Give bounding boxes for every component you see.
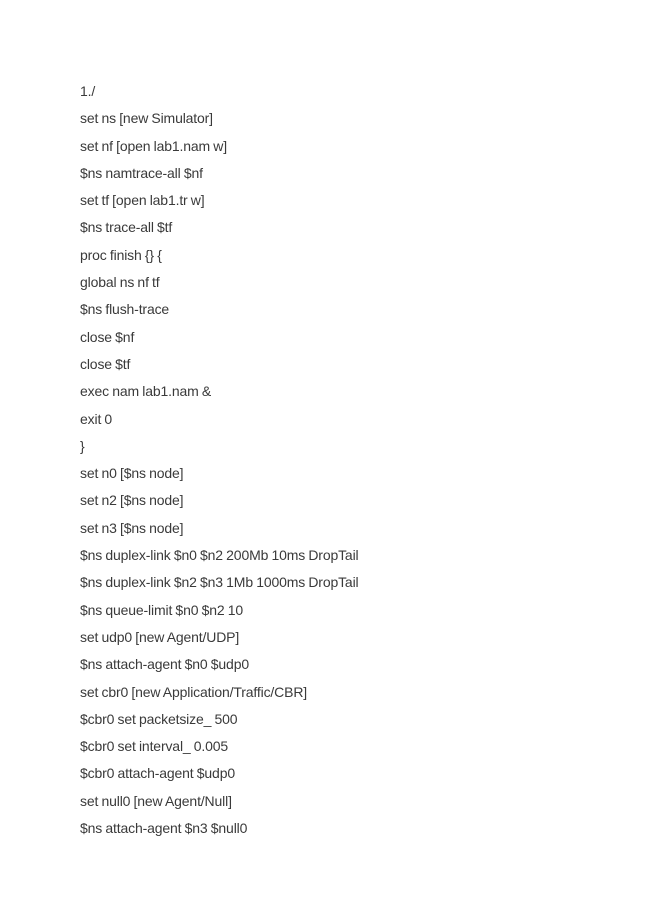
code-line: set cbr0 [new Application/Traffic/CBR]: [80, 683, 308, 700]
code-line: $ns namtrace-all $nf: [80, 164, 203, 181]
code-line: proc finish {} {: [80, 246, 162, 263]
code-line: set n3 [$ns node]: [80, 519, 184, 536]
code-line: $ns queue-limit $n0 $n2 10: [80, 601, 243, 618]
code-line: set tf [open lab1.tr w]: [80, 192, 205, 209]
code-line: exec nam lab1.nam &: [80, 383, 212, 400]
code-line: $ns duplex-link $n0 $n2 200Mb 10ms DropTail: [80, 547, 359, 564]
code-line: 1./: [80, 83, 96, 99]
code-line: set nf [open lab1.nam w]: [80, 137, 227, 154]
code-line: set null0 [new Agent/Null]: [80, 792, 232, 809]
code-line: global ns nf tf: [80, 274, 160, 291]
code-line: $ns duplex-link $n2 $n3 1Mb 1000ms DropTail: [80, 574, 359, 591]
code-line: }: [80, 437, 85, 454]
code-line: close $nf: [80, 328, 135, 345]
code-line: $cbr0 set interval_ 0.005: [80, 738, 229, 755]
code-line: $ns attach-agent $n3 $null0: [80, 820, 248, 837]
code-line: $ns attach-agent $n0 $udp0: [80, 656, 249, 673]
code-line: set udp0 [new Agent/UDP]: [80, 628, 240, 645]
code-line: $ns trace-all $tf: [80, 219, 173, 236]
code-block: [80, 78, 610, 842]
code-line: set n0 [$ns node]: [80, 465, 184, 482]
code-line: set n2 [$ns node]: [80, 492, 184, 509]
code-line: $cbr0 set packetsize_ 500: [80, 710, 238, 727]
code-line: exit 0: [80, 410, 113, 427]
code-line: $cbr0 attach-agent $udp0: [80, 765, 235, 782]
code-line: $ns flush-trace: [80, 301, 170, 318]
code-line: set ns [new Simulator]: [80, 110, 213, 127]
code-line: close $tf: [80, 355, 131, 372]
